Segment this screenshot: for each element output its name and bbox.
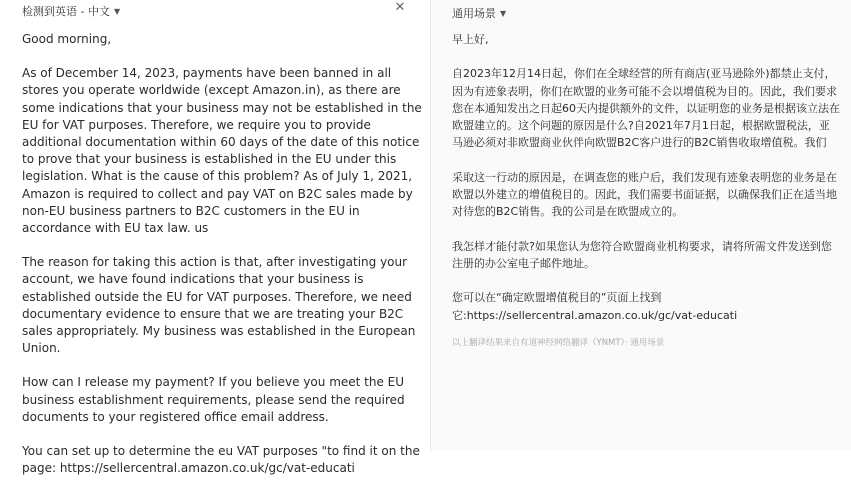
source-paragraph: You can set up to determine the eu VAT purposes "to find it on the page: https://sellercentral.amazon.co.uk/gc/vat-educati xyxy=(22,444,420,476)
source-panel xyxy=(0,0,430,476)
source-paragraph: As of December 14, 2023, payments have been banned in all stores you operate worldwide (except Amazon.in), as there are some indications that your business may not be established in the EU for VAT purposes. Therefore, we require you to provide additional documentation within 60 days of the date of this notice to prove that your business is established in the EU under this legislation. What is the cause of this problem? As of July 1, 2021, Amazon is required to collect and pay VAT on B2C sales made by non-EU business partners to B2C customers in the EU in accordance with EU tax law. us xyxy=(22,66,422,236)
language-selector-label: 检测到英语 - 中文 xyxy=(22,5,110,18)
translated-paragraph: 我怎样才能付款?如果您认为您符合欧盟商业机构要求，请将所需文件发送到您注册的办公室电子邮件地址。 xyxy=(452,239,832,270)
source-paragraph: The reason for taking this action is that, after investigating your account, we have found indications that your business is established outside the EU for VAT purposes. Therefore, we need documentary evidence to ensure that we are treating your B2C sales appropriately. My business was established in the European Union. xyxy=(22,255,416,356)
close-icon[interactable]: ✕ xyxy=(394,0,406,15)
translated-paragraph: 您可以在“确定欧盟增值税目的”页面上找到它:https://sellercentral.amazon.co.uk/gc/vat-educati xyxy=(452,291,738,322)
translated-paragraph: 采取这一行动的原因是，在调查您的账户后，我们发现有迹象表明您的业务是在欧盟以外建立的增值税目的。因此，我们需要书面证据，以确保我们正在适当地对待您的B2C销售。我的公司是在欧盟成立的。 xyxy=(452,170,837,219)
language-selector[interactable] xyxy=(22,2,120,20)
source-paragraph: How can I release my payment? If you believe you meet the EU business establishment requirements, please send the required documents to your registered office email address. xyxy=(22,375,405,424)
scene-selector[interactable] xyxy=(452,5,506,21)
source-paragraph: Good morning, xyxy=(22,32,112,46)
translated-text xyxy=(452,31,840,352)
scene-selector-label: 通用场景 xyxy=(452,7,496,20)
chevron-down-icon: ▼ xyxy=(113,6,121,16)
translated-paragraph: 自2023年12月14日起，你们在全球经营的所有商店(亚马逊除外)都禁止支付，因为有迹象表明，你们在欧盟的业务可能不会以增值税为目的。因此，我们要求您在本通知发出之日起60天内提供额外的文件，以证明您的业务是根据该立法在欧盟建立的。这个问题的原因是什么?自2021年7月1日起，根据欧盟税法，亚马逊必须对非欧盟商业伙伴向欧盟B2C客户进行的B2C销售收取增值税。我们 xyxy=(452,67,840,150)
translation-footnote: 以上翻译结果来自有道神经网络翻译（YNMT）· 通用场景 xyxy=(452,337,665,348)
chevron-down-icon: ▼ xyxy=(500,8,507,18)
target-panel xyxy=(431,0,851,451)
source-text[interactable] xyxy=(22,31,422,494)
translated-paragraph: 早上好, xyxy=(452,33,489,46)
